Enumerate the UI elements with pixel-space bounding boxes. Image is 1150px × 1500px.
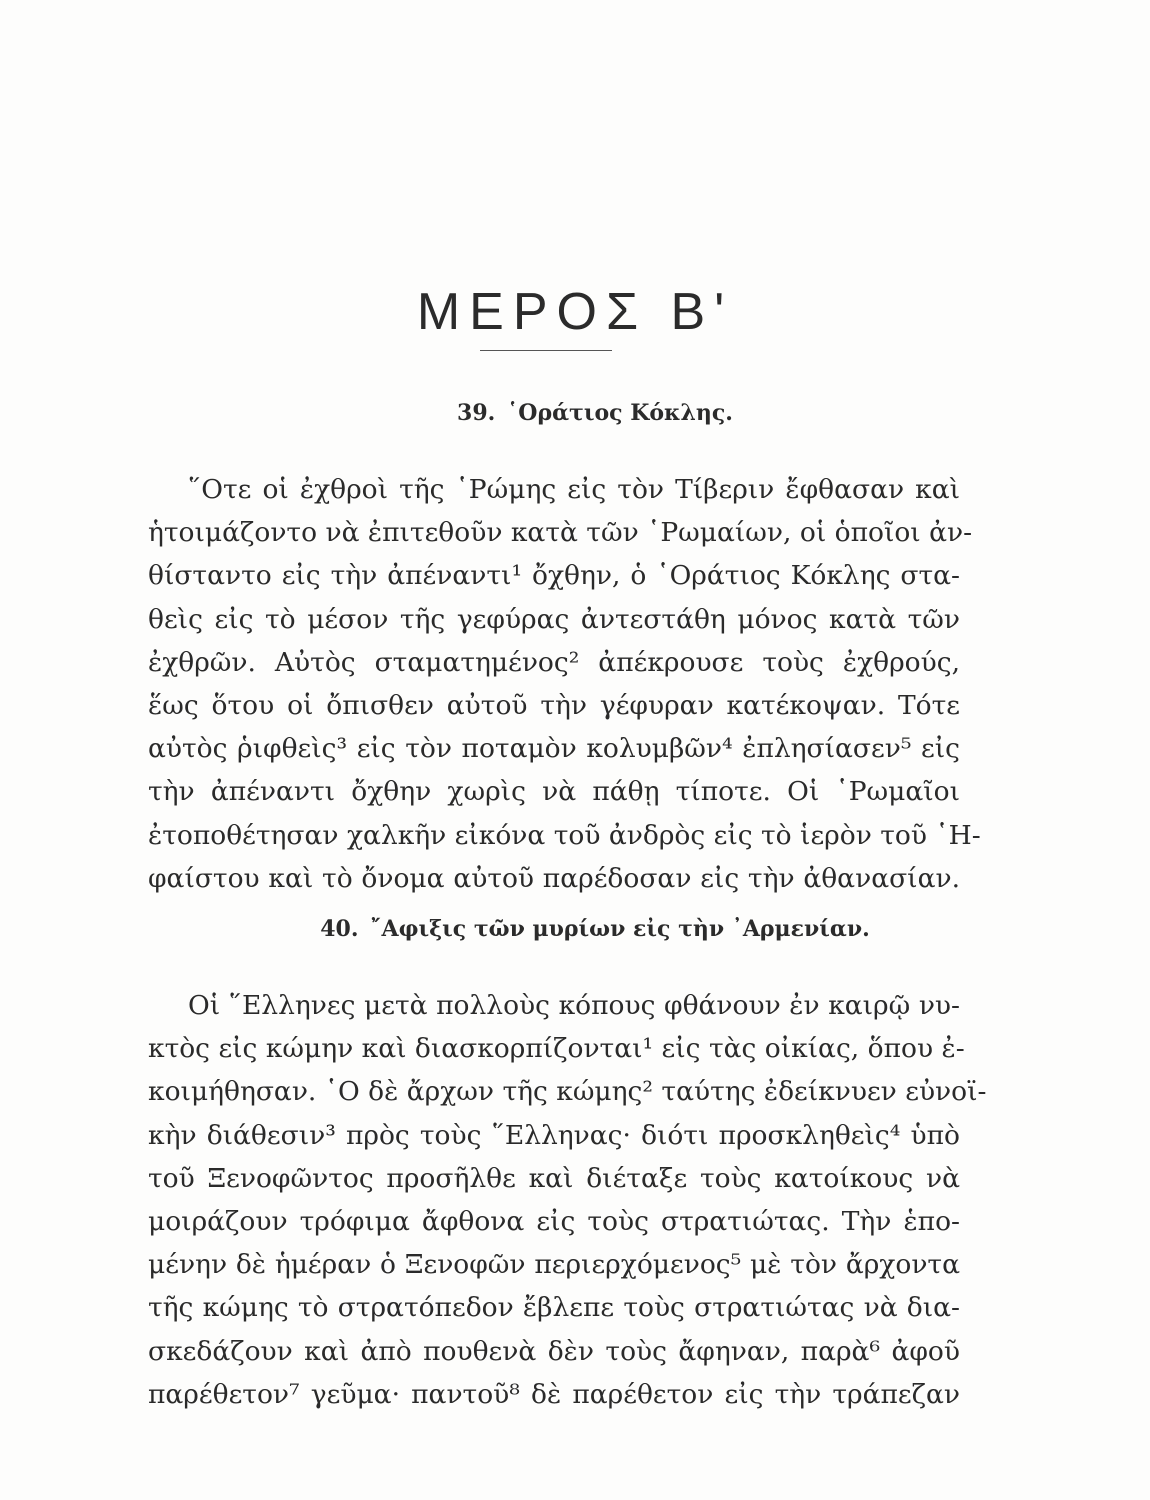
text-line: τῆς κώμης τὸ στρατόπεδον ἔβλεπε τοὺς στρατιώτας νὰ δια-: [148, 1292, 960, 1324]
text-line: κτὸς εἰς κώμην καὶ διασκορπίζονται¹ εἰς τὰς οἰκίας, ὅπου ἐ-: [148, 1033, 965, 1065]
text-line: ῞Οτε οἱ ἐχθροὶ τῆς ῾Ρώμης εἰς τὸν Τίβεριν ἔφθασαν καὶ: [188, 474, 960, 505]
section-39-paragraph: [148, 468, 981, 900]
section-39-heading: [0, 400, 1150, 426]
section-number: 40.: [320, 916, 359, 942]
text-line: τοῦ Ξενοφῶντος προσῆλθε καὶ διέταξε τοὺς κατοίκους νὰ: [148, 1162, 960, 1194]
text-line: μοιράζουν τρόφιμα ἄφθονα εἰς τοὺς στρατιώτας. Τὴν ἑπο-: [148, 1206, 960, 1238]
section-number: 39.: [457, 400, 496, 426]
text-line: φαίστου καὶ τὸ ὄνομα αὐτοῦ παρέδοσαν εἰς τὴν ἀθανασίαν.: [148, 862, 960, 894]
text-line: παρέθετον⁷ γεῦμα· παντοῦ⁸ δὲ παρέθετον εἰς τὴν τράπεζαν: [148, 1378, 960, 1410]
text-line: ἡτοιμάζοντο νὰ ἐπιτεθοῦν κατὰ τῶν ῾Ρωμαίων, οἱ ὁποῖοι ἀν-: [148, 517, 973, 549]
text-line: σκεδάζουν καὶ ἀπὸ πουθενὰ δὲν τοὺς ἄφηναν, παρὰ⁶ ἀφοῦ: [148, 1335, 960, 1367]
text-line: ἐχθρῶν. Αὐτὸς σταματημένος² ἀπέκρουσε τοὺς ἐχθρούς,: [148, 646, 960, 678]
text-line: ἐτοποθέτησαν χαλκῆν εἰκόνα τοῦ ἀνδρὸς εἰς τὸ ἱερὸν τοῦ ῾Η-: [148, 819, 981, 851]
title-rule: [480, 350, 612, 351]
text-line: ἕως ὅτου οἱ ὄπισθεν αὐτοῦ τὴν γέφυραν κατέκοψαν. Τότε: [148, 690, 960, 722]
text-line: κὴν διάθεσιν³ πρὸς τοὺς ῞Ελληνας· διότι προσκληθεὶς⁴ ὑπὸ: [148, 1119, 960, 1151]
text-line: θεὶς εἰς τὸ μέσον τῆς γεφύρας ἀντεστάθη μόνος κατὰ τῶν: [148, 603, 960, 635]
part-title: ΜΕΡΟΣ Β': [416, 283, 734, 341]
text-line: τὴν ἀπέναντι ὄχθην χωρὶς νὰ πάθῃ τίποτε. Οἱ ῾Ρωμαῖοι: [148, 776, 960, 808]
section-title: ῎Αφιξις τῶν μυρίων εἰς τὴν ᾿Αρμενίαν.: [370, 916, 870, 942]
text-line: μένην δὲ ἡμέραν ὁ Ξενοφῶν περιερχόμενος⁵ μὲ τὸν ἄρχοντα: [148, 1249, 960, 1281]
section-40-paragraph: [148, 984, 987, 1416]
text-line: Οἱ ῞Ελληνες μετὰ πολλοὺς κόπους φθάνουν ἐν καιρῷ νυ-: [188, 990, 960, 1021]
text-line: αὐτὸς ῥιφθεὶς³ εἰς τὸν ποταμὸν κολυμβῶν⁴ ἐπλησίασεν⁵ εἰς: [148, 733, 960, 765]
section-40-heading: [0, 916, 1150, 942]
section-title: ῾Οράτιος Κόκλης.: [507, 400, 733, 426]
text-line: κοιμήθησαν. ῾Ο δὲ ἄρχων τῆς κώμης² ταύτης ἐδείκνυεν εὐνοϊ-: [148, 1076, 987, 1108]
text-line: θίσταντο εἰς τὴν ἀπέναντι¹ ὄχθην, ὁ ῾Οράτιος Κόκλης στα-: [148, 560, 960, 592]
